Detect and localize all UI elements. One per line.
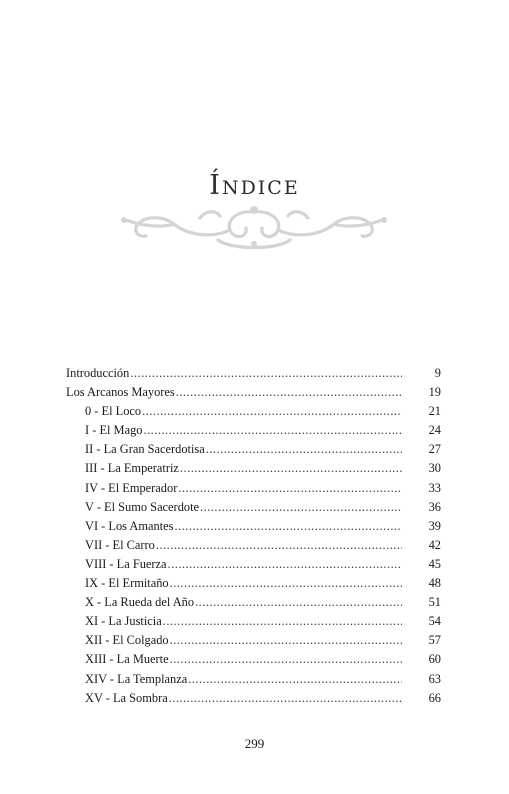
toc-entry-label: VII - El Carro [85,537,155,552]
toc-entry-label: VIII - La Fuerza [85,556,167,571]
toc-entry [66,383,441,402]
page-title: Índice [209,170,300,201]
toc-entry-label: IX - El Ermitaño [85,576,169,591]
toc-entry-page: 54 [428,614,441,629]
toc-entry-page: 51 [428,595,441,610]
toc-entry [66,421,441,440]
toc-entry [66,364,441,383]
toc-entry-page: 19 [428,385,441,400]
toc-entry-label: VI - Los Amantes [85,518,174,533]
toc-entry-label: V - El Sumo Sacerdote [85,499,200,514]
dot-leader [142,402,402,421]
toc-entry [66,612,441,631]
toc-entry [66,517,441,536]
toc-entry-label: Introducción [66,366,130,380]
toc-entry-label: X - La Rueda del Año [85,595,195,610]
dot-leader [156,536,402,555]
toc-entry-page: 33 [428,480,441,495]
dot-leader [130,364,402,383]
toc-entry-label: XIII - La Muerte [85,652,169,667]
dot-leader [169,689,402,708]
flourish-ornament [118,198,390,254]
toc-entry [66,670,441,689]
dot-leader [170,631,402,650]
toc-entry [66,498,441,517]
toc-entry-label: I - El Mago [85,423,143,438]
toc-entry [66,689,441,708]
toc-entry [66,650,441,669]
toc-entry-label: II - La Gran Sacerdotisa [85,442,205,457]
dot-leader [200,498,402,517]
dot-leader [178,479,402,498]
toc-entry-label: XV - La Sombra [85,690,168,705]
dot-leader [168,555,402,574]
page-number: 299 [244,736,265,751]
dot-leader [170,650,402,669]
toc-entry [66,631,441,650]
toc-entry-page: 63 [428,671,441,686]
dot-leader [174,517,402,536]
toc-entry-page: 9 [434,366,441,380]
toc-entry-page: 48 [428,576,441,591]
dot-leader [170,574,402,593]
dot-leader [206,440,402,459]
toc-entry-page: 66 [428,690,441,705]
toc-entry-page: 57 [428,633,441,648]
toc-entry-page: 30 [428,461,441,476]
dot-leader [176,383,402,402]
toc-entry-page: 39 [428,518,441,533]
toc-entry [66,402,441,421]
toc-entry-label: IV - El Emperador [85,480,178,495]
toc-entry [66,479,441,498]
toc-entry-label: XIV - La Templanza [85,671,188,686]
dot-leader [195,593,402,612]
toc-entry [66,574,441,593]
toc-entry-label: XII - El Colgado [85,633,169,648]
dot-leader [163,612,402,631]
toc-entry-page: 24 [428,423,441,438]
dot-leader [188,670,402,689]
dot-leader [180,459,402,478]
table-of-contents [66,364,441,708]
toc-entry [66,440,441,459]
toc-entry-page: 36 [428,499,441,514]
toc-entry-page: 21 [428,404,441,419]
toc-entry-page: 27 [428,442,441,457]
toc-entry-page: 60 [428,652,441,667]
toc-entry [66,459,441,478]
toc-entry-label: III - La Emperatriz [85,461,179,476]
toc-entry-label: XI - La Justicia [85,614,162,629]
toc-entry-label: 0 - El Loco [85,404,142,419]
toc-entry [66,536,441,555]
toc-entry-page: 45 [428,556,441,571]
toc-entry [66,555,441,574]
toc-entry-page: 42 [428,537,441,552]
dot-leader [143,421,402,440]
toc-entry-label: Los Arcanos Mayores [66,385,175,400]
toc-entry [66,593,441,612]
